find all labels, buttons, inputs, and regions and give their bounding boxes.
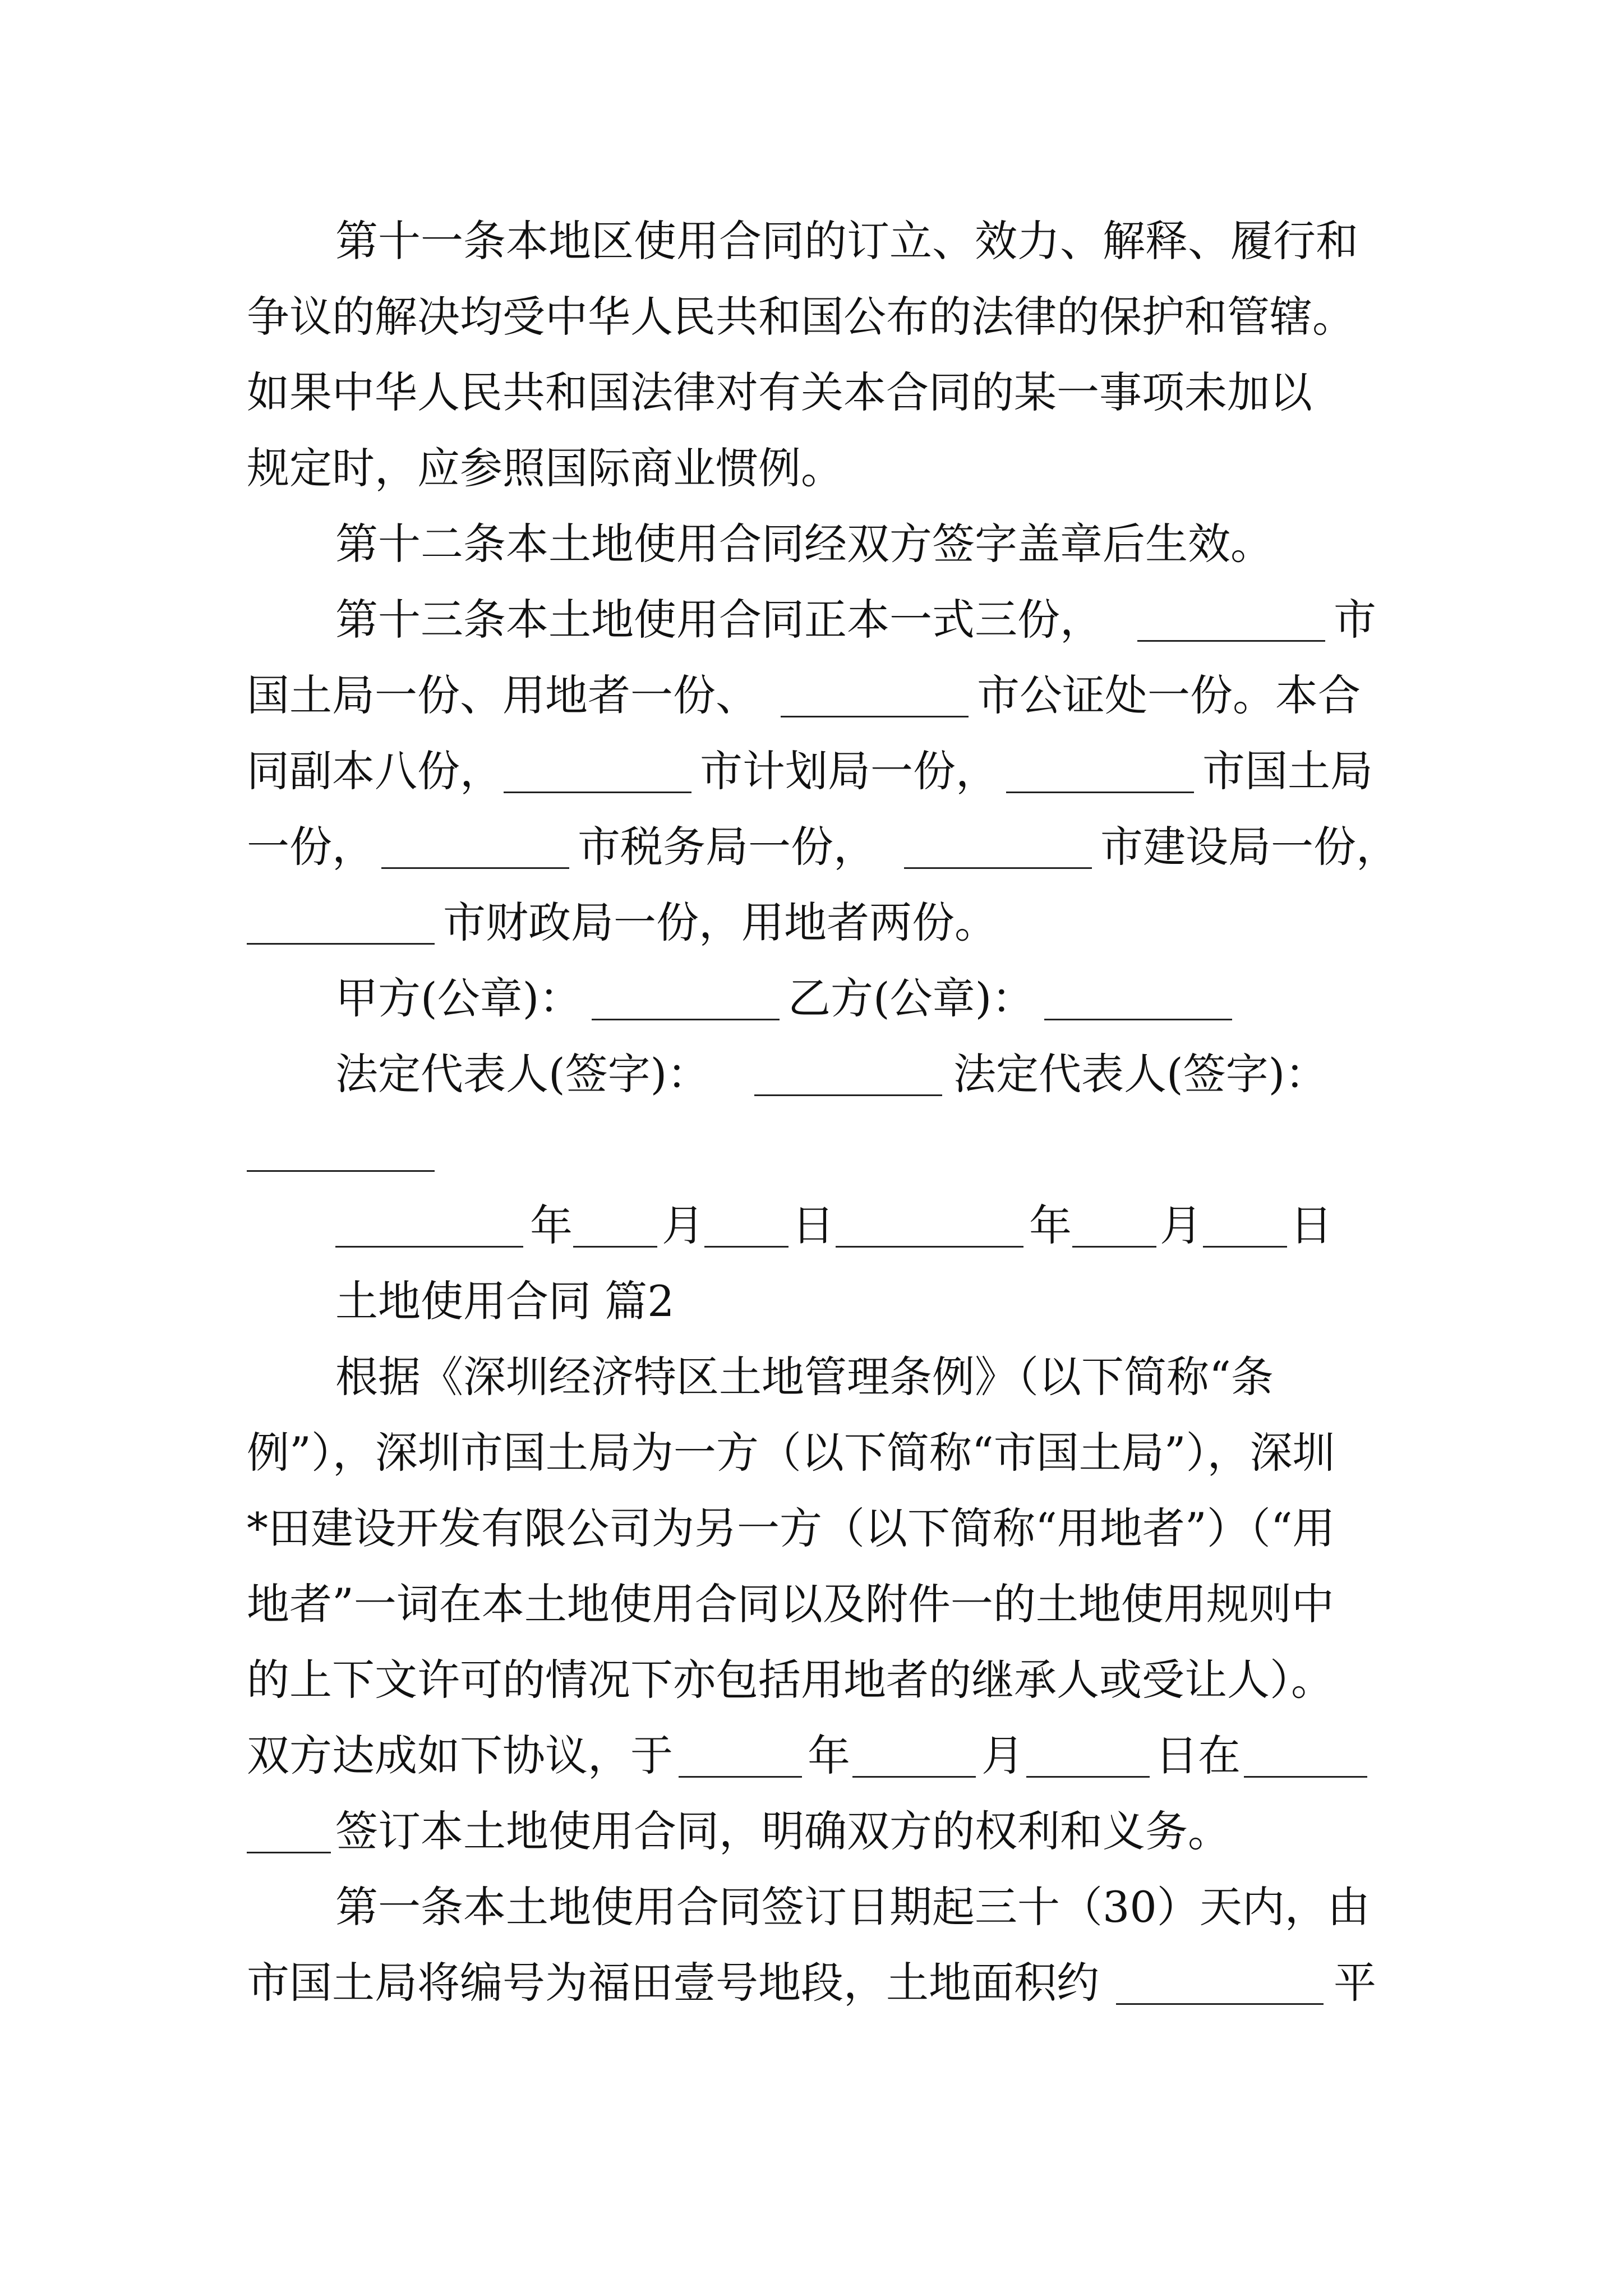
blank-line	[1137, 640, 1325, 642]
blank-line	[704, 1246, 789, 1248]
blank-line	[754, 1094, 942, 1096]
intro-line-2: 例”），深圳市国土局为一方（以下简称“市国土局”），深圳	[247, 1428, 1335, 1478]
legal-rep-blank-line	[0, 1122, 1623, 1178]
blank-line	[1044, 1019, 1232, 1020]
party-seal-line: 甲方(公章)： 乙方(公章)：	[0, 970, 1623, 1027]
intro-line-7: 签订本土地使用合同，明确双方的权利和义务。	[0, 1803, 1623, 1860]
blank-line	[381, 867, 569, 869]
blank-line	[247, 1852, 331, 1853]
blank-line	[592, 1019, 780, 1020]
article-13-line-5: 市财政局一份，用地者两份。	[0, 895, 1623, 951]
blank-line	[852, 1776, 976, 1778]
blank-line	[1203, 1246, 1287, 1248]
section-title: 土地使用合同 篇2	[335, 1276, 675, 1326]
article-1-line-2: 市国土局将编号为福田壹号地段，土地面积约 平	[247, 1958, 1376, 2008]
intro-line-6: 双方达成如下协议，于 年 月 日在	[0, 1728, 1623, 1784]
blank-line	[904, 867, 1092, 869]
legal-rep-line: 法定代表人(签字)： 法定代表人(签字)：	[335, 1049, 1328, 1099]
blank-line	[247, 943, 435, 945]
blank-line	[504, 792, 691, 793]
article-1-line-1: 第一条本土地使用合同签订日期起三十（30）天内，由	[335, 1882, 1370, 1932]
blank-line	[1116, 2003, 1324, 2005]
article-13-line-1: 第十三条本土地使用合同正本一式三份， 市	[335, 595, 1376, 645]
blank-line	[781, 716, 969, 717]
blank-line	[1026, 1776, 1150, 1778]
blank-line	[247, 1170, 435, 1172]
article-11-line-4: 规定时，应参照国际商业惯例。	[247, 443, 843, 493]
intro-line-3: *田建设开发有限公司为另一方（以下简称“用地者”）（“用	[247, 1503, 1335, 1553]
article-11-line-1: 第十一条本地区使用合同的订立、效力、解释、履行和	[335, 216, 1358, 266]
intro-line-4: 地者”一词在本土地使用合同以及附件一的土地使用规则中	[247, 1579, 1334, 1629]
blank-line	[836, 1246, 1023, 1248]
article-11-line-3: 如果中华人民共和国法律对有关本合同的某一事项未加以	[247, 367, 1312, 417]
article-11-line-2: 争议的解决均受中华人民共和国公布的法律的保护和管辖。	[247, 292, 1355, 342]
blank-line	[1244, 1776, 1367, 1778]
intro-line-1: 根据《深圳经济特区土地管理条例》（以下简称“条	[335, 1352, 1274, 1402]
article-13-line-3: 同副本八份， 市计划局一份， 市国土局	[247, 746, 1373, 796]
date-line: 年 月 日 年 月 日	[0, 1198, 1623, 1254]
intro-line-5: 的上下文许可的情况下亦包括用地者的继承人或受让人）。	[247, 1655, 1334, 1705]
blank-line	[1006, 792, 1194, 793]
blank-line	[573, 1246, 657, 1248]
blank-line	[679, 1776, 802, 1778]
article-13-line-4: 一份， 市税务局一份， 市建设局一份，	[247, 822, 1399, 872]
blank-line	[335, 1246, 523, 1248]
article-13-line-2: 国土局一份、用地者一份、 市公证处一份。本合	[247, 670, 1361, 720]
article-12: 第十二条本土地使用合同经双方签字盖章后生效。	[335, 519, 1273, 569]
blank-line	[1072, 1246, 1156, 1248]
